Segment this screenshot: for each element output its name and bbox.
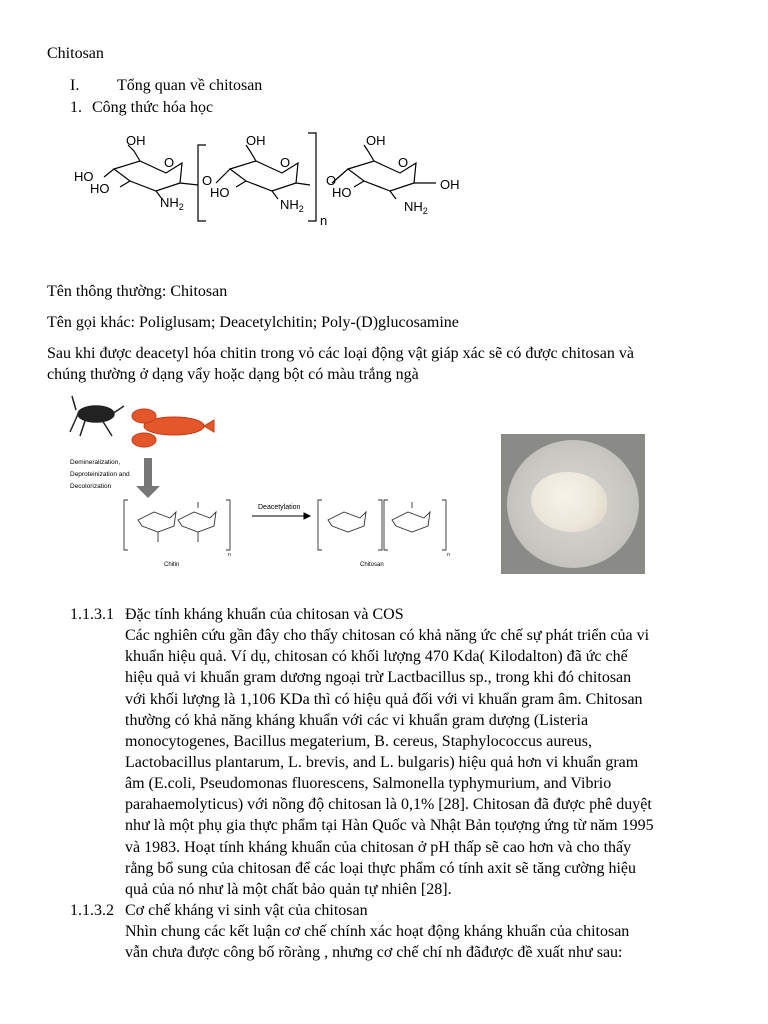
chitosan-structure-figure [70,127,470,232]
ring-oxygen-label: O [398,155,409,170]
body-line: hiệu quả vi khuẩn gram dương ngoại trừ Lactbacillus sp., trong khi đó chitosan [125,669,632,686]
step-text: Deproteinization and [70,471,130,478]
nh2-label: $NH_2$ [160,195,184,212]
ho-label: HO [210,185,230,200]
ring-oxygen-label: O [280,155,291,170]
oh-label: OH [246,133,266,148]
deacetylation-label: Deacetylation [258,504,301,511]
nh2-label: $NH_2$ [280,197,304,214]
body-line: Các nghiên cứu gần đây cho thấy chitosan có khả năng ức chế sự phát triển của vi [125,627,650,644]
body-line: parahaemolyticus) với nồng độ chitosan là 0,1% [28]. Chitosan đã được phê duyệt [125,796,652,813]
oh-label: OH [366,133,386,148]
body-line: khuẩn hiệu quả. Ví dụ, chitosan có khối lượng 470 Kda( Kilodalton) đã ức chế [125,648,628,665]
ho-label: HO [90,181,110,196]
bridge-oxygen-label: O [326,173,337,188]
right-arrow-icon [252,513,310,519]
bridge-oxygen-label: O [202,173,213,188]
body-line: Lactobacillus plantarum, L. brevis, and L. bulgaris) hiệu quả hơn vi khuẩn gram [125,754,639,771]
section-number: 1.1.3.2 [70,902,114,919]
repeat-n-label: n [320,213,328,228]
section-number: 1.1.3.1 [70,606,114,623]
repeat-n-label: n [447,552,450,558]
subsection-heading: Công thức hóa học [92,99,214,116]
chitin-to-chitosan-process-figure [66,392,466,572]
lobster-illustration [132,409,214,447]
powder-mound [531,472,607,532]
section-heading: Đặc tính kháng khuẩn của chitosan và COS [125,606,404,623]
body-line: Nhìn chung các kết luận cơ chế chính xác hoạt động kháng khuẩn của chitosan [125,923,630,940]
intro-line: Sau khi được deacetyl hóa chitin trong vỏ các loại động vật giáp xác sẽ có được chitosan và [47,345,634,362]
oh-label: OH [126,133,146,148]
section-number: I. [70,77,80,94]
intro-line: chúng thường ở dạng vẩy hoặc dạng bột có màu trắng ngà [47,366,419,383]
chitin-caption: Chitin [164,562,180,568]
chitosan-powder-photo [501,434,645,574]
other-names: Tên gọi khác: Poliglusam; Deacetylchitin; Poly-(D)glucosamine [47,314,459,331]
nh2-label: $NH_2$ [404,199,428,216]
step-text: Demineralization, [70,459,121,466]
chitosan-structure [318,500,446,550]
oh-label: OH [440,177,460,192]
body-line: vẫn chưa được công bố rõràng , nhưng cơ chế chí nh đãđược đề xuất như sau: [125,944,623,961]
subsection-number: 1. [70,99,82,116]
ho-label: HO [74,169,94,184]
section-heading: Tổng quan về chitosan [117,77,263,94]
body-line: monocytogenes, Bacillus megaterium, B. cereus, Staphylococcus aureus, [125,733,592,750]
body-line: âm (E.coli, Pseudomonas fluorescens, Salmonella typhymurium, and Vibrio [125,775,612,792]
body-line: rằng bổ sung của chitosan để các loại thực phẩm có tính axit sẽ tăng cường hiệu [125,860,636,877]
down-arrow-icon [136,458,160,498]
repeat-n-label: n [228,552,231,558]
ho-label: HO [332,185,352,200]
cricket-illustration [70,396,124,436]
ring-oxygen-label: O [164,155,175,170]
chitosan-caption: Chitosan [360,562,384,568]
body-line: quả của nó như là một chất bảo quản tự nhiên [28]. [125,881,452,898]
body-line: như là một phụ gia thực phẩm tại Hàn Quốc và Nhật Bản tọượng ứng từ năm 1995 [125,817,654,834]
body-line: và 1983. Hoạt tính kháng khuẩn của chitosan ở pH thấp sẽ cao hơn và cho thấy [125,839,632,856]
section-heading: Cơ chế kháng vi sinh vật của chitosan [125,902,368,919]
step-text: Decolorization [70,483,112,490]
body-line: thường có khả năng kháng khuẩn với các vi khuẩn gram dượng (Listeria [125,712,589,729]
chitin-structure [124,500,230,550]
document-title: Chitosan [47,45,104,62]
body-line: với khối lượng là 1,106 KDa thì có hiệu quả đối với vi khuẩn gram âm. Chitosan [125,691,643,708]
common-name: Tên thông thường: Chitosan [47,283,228,300]
